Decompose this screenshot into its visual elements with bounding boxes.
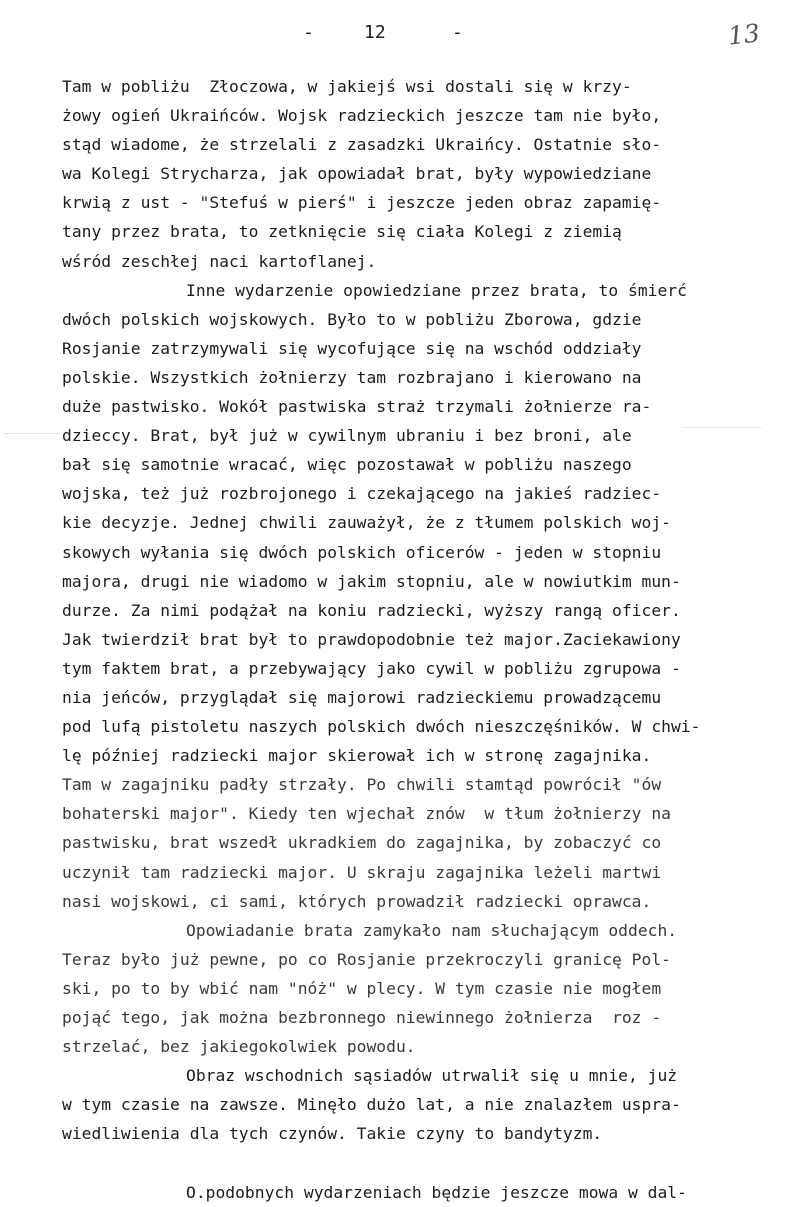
text-line: kie decyzje. Jednej chwili zauważył, że z tłumem polskich woj- [62,513,671,533]
text-line: tany przez brata, to zetknięcie się ciała Kolegi z ziemią [62,222,622,242]
text-line: O.podobnych wydarzeniach będzie jeszcze mowa w dal- [186,1182,687,1202]
text-line: strzelać, bez jakiegokolwiek powodu. [62,1037,416,1057]
text-line: Opowiadanie brata zamykało nam słuchającym oddech. [186,920,678,940]
text-line: Inne wydarzenie opowiedziane przez brata, to śmierć [186,280,687,300]
text-line: Jak twierdził brat był to prawdopodobnie też major.Zaciekawiony [62,629,681,649]
text-line: Tam w pobliżu Złoczowa, w jakiejś wsi dostali się w krzy- [62,77,632,96]
page-header [0,18,785,51]
header-dash-right: - [452,22,463,43]
text-line: skowych wyłania się dwóch polskich oficerów - jeden w stopniu [62,542,662,562]
text-line: bohaterski major". Kiedy ten wjechał znów w tłum żołnierzy na [62,804,671,824]
text-line: lę później radziecki major skierował ich w stronę zagajnika. [62,746,652,766]
text-line: wśród zeschłej naci kartoflanej. [62,251,377,271]
text-line: Rosjanie zatrzymywali się wycofujące się na wschód oddziały [62,338,642,358]
text-line [62,1148,762,1177]
text-line: żowy ogień Ukraińców. Wojsk radzieckich jeszcze tam nie było, [62,106,662,126]
text-line: ski, po to by wbić nam "nóż" w plecy. W tym czasie nie mogłem [62,978,662,998]
text-line: krwią z ust - "Stefuś w pierś" i jeszcze jeden obraz zapamię- [62,193,662,213]
header-dash-left: - [303,22,314,43]
typewritten-body [62,72,762,1207]
text-line: nia jeńców, przyglądał się majorowi radzieckiemu prowadzącemu [62,687,662,707]
text-line: majora, drugi nie wiadomo w jakim stopniu, ale w nowiutkim mun- [62,571,681,591]
text-line: w tym czasie na zawsze. Minęło dużo lat, a nie znalazłem uspra- [62,1095,681,1115]
text-line: duże pastwisko. Wokół pastwiska straż trzymali żołnierze ra- [62,397,652,417]
text-line: dzieccy. Brat, był już w cywilnym ubraniu i bez broni, ale [62,426,632,446]
text-line: bał się samotnie wracać, więc pozostawał w pobliżu naszego [62,455,632,475]
text-line: pojąć tego, jak można bezbronnego niewinnego żołnierza roz - [62,1008,662,1027]
text-line: wa Kolegi Strycharza, jak opowiadał brat, były wypowiedziane [62,164,652,184]
text-line: Tam w zagajniku padły strzały. Po chwili stamtąd powrócił "ów [62,775,662,795]
text-line: Obraz wschodnich sąsiadów utrwalił się u mnie, już [186,1066,678,1086]
scan-bleed-left [4,433,60,440]
text-line: pod lufą pistoletu naszych polskich dwóch nieszczęśników. W chwi- [62,717,701,737]
text-line: wojska, też już rozbrojonego i czekającego na jakieś radziec- [62,484,662,504]
text-line: durze. Za nimi podążał na koniu radziecki, wyższy rangą oficer. [62,600,681,620]
text-line: uczynił tam radziecki major. U skraju zagajnika leżeli martwi [62,862,662,882]
text-line: stąd wiadome, że strzelali z zasadzki Ukraińcy. Ostatnie sło- [62,135,662,155]
text-line: polskie. Wszystkich żołnierzy tam rozbrajano i kierowano na [62,367,642,387]
text-line: Teraz było już pewne, po co Rosjanie przekroczyli granicę Pol- [62,949,671,969]
text-line: pastwisku, brat wszedł ukradkiem do zagajnika, by zobaczyć co [62,833,662,853]
handwritten-archive-number: 13 [726,18,762,51]
text-line: nasi wojskowi, ci sami, których prowadził radziecki oprawca. [62,891,652,911]
text-line: tym faktem brat, a przebywający jako cywil w pobliżu zgrupowa - [62,658,681,678]
page-number: 12 [364,22,386,43]
text-line: dwóch polskich wojskowych. Było to w pobliżu Zborowa, gdzie [62,309,642,329]
text-line: wiedliwienia dla tych czynów. Takie czyny to bandytyzm. [62,1124,603,1144]
